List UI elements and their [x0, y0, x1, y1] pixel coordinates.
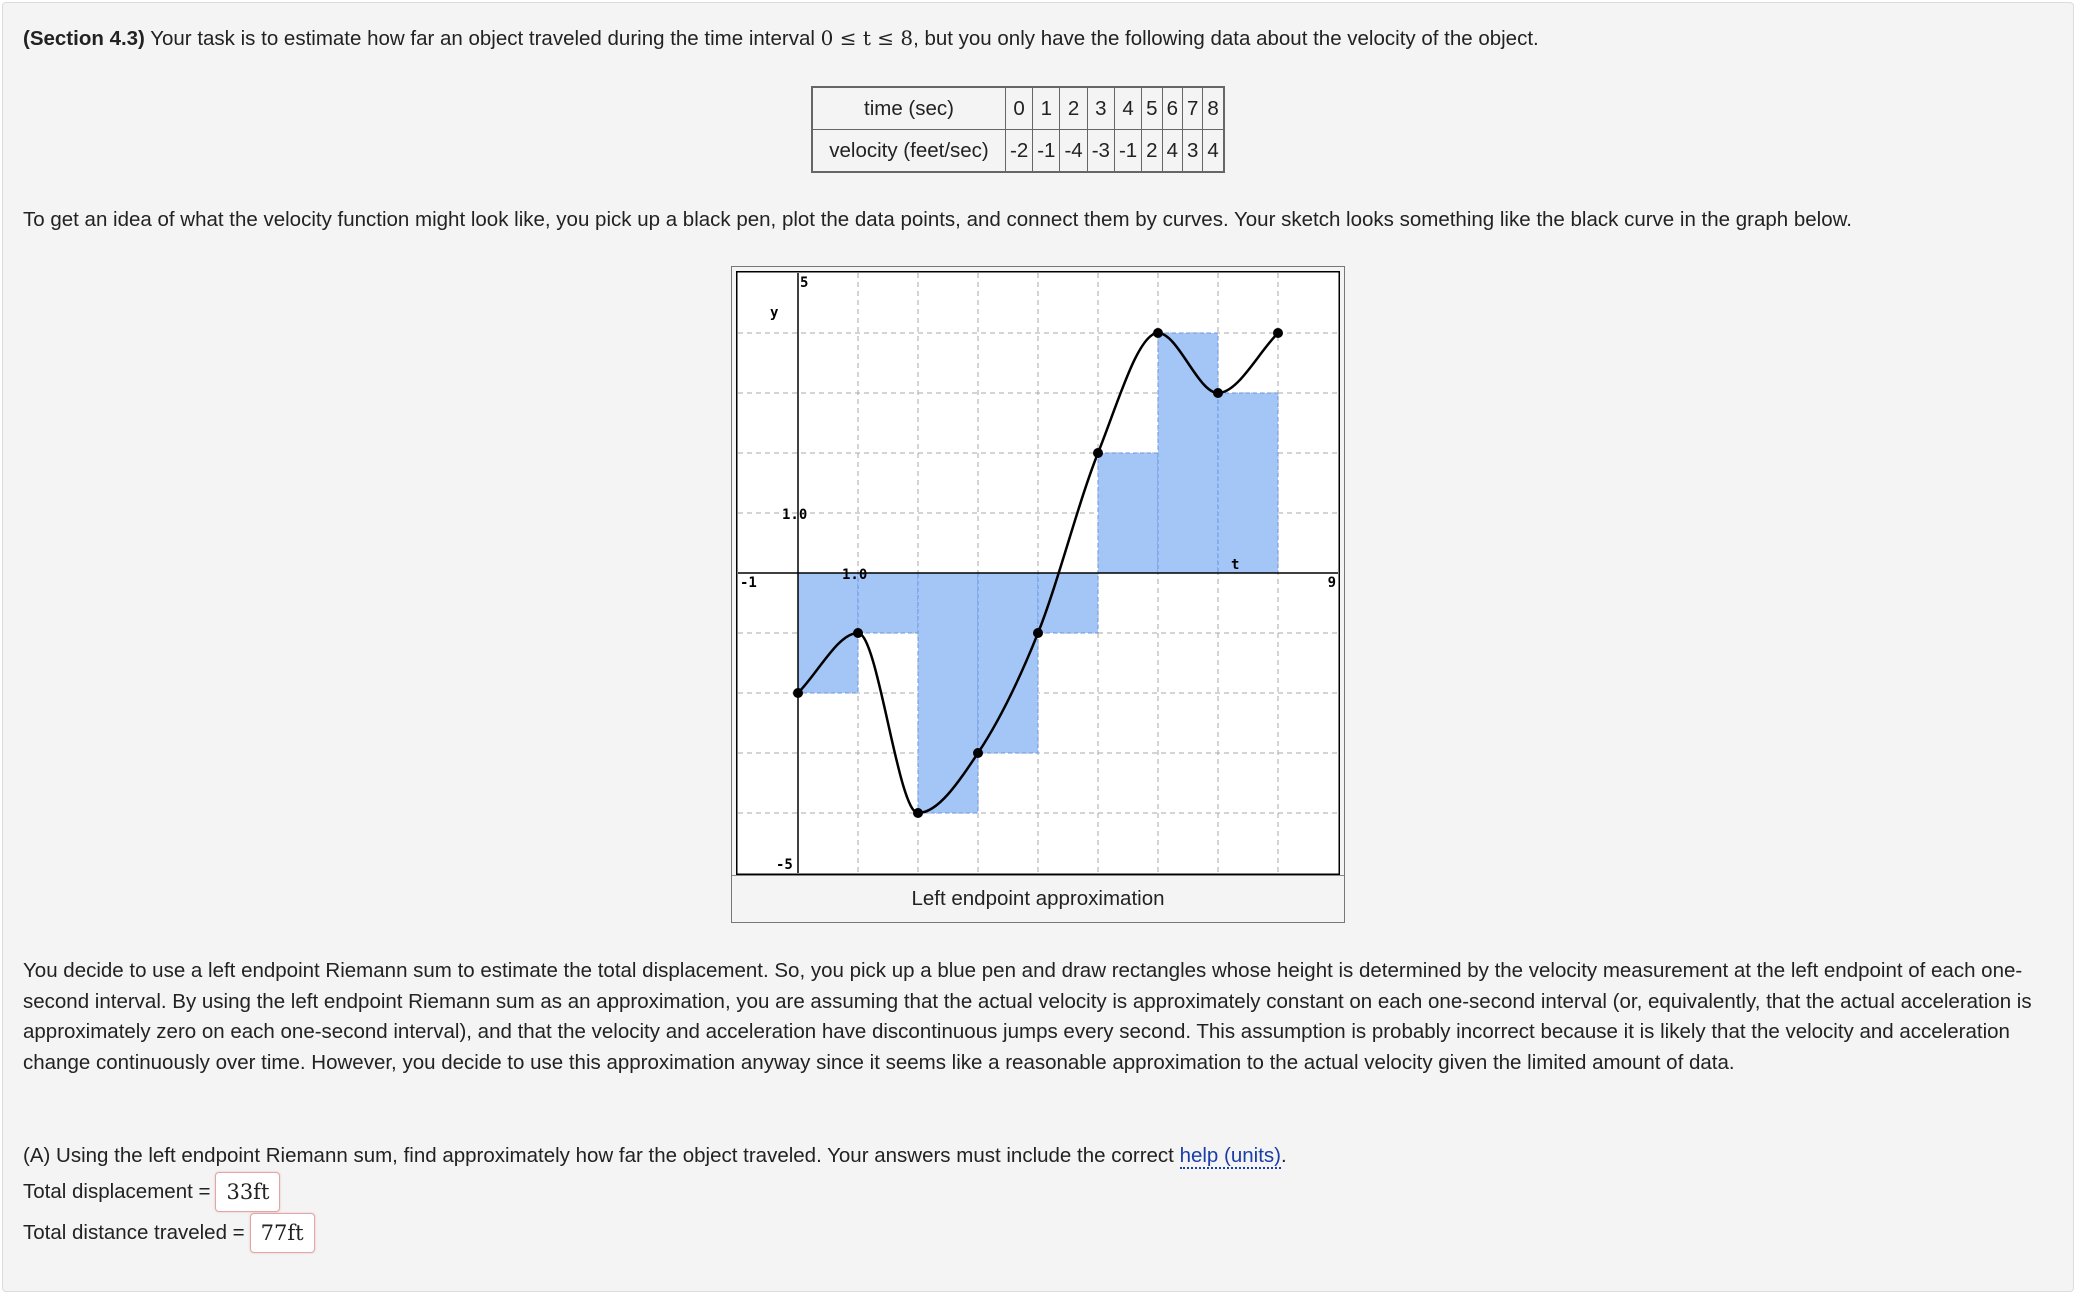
sketch-text: To get an idea of what the velocity function might look like, you pick up a black pen, plot the data points, and connect them by curves. Your sketch looks something like the black curve in the graph below. [23, 208, 1852, 231]
velocity-cell: -2 [1006, 130, 1033, 173]
velocity-chart [736, 271, 1340, 875]
data-point [793, 688, 803, 698]
interval-math: 0 ≤ t ≤ 8 [820, 26, 914, 50]
x-max-label: 9 [1327, 575, 1336, 591]
section-label: (Section 4.3) [23, 27, 145, 50]
data-point [1273, 328, 1283, 338]
y-unit-label: 1.0 [782, 507, 808, 523]
x-unit-label: 1.0 [842, 567, 868, 583]
velocity-cell: 2 [1142, 130, 1162, 173]
distance-row [23, 1213, 315, 1253]
distance-answer-field[interactable]: 77ft [250, 1213, 315, 1253]
intro-text [23, 23, 2053, 55]
x-axis-label: t [1231, 557, 1240, 573]
riemann-rectangle [1158, 333, 1218, 573]
y-max-label: 5 [800, 275, 809, 291]
time-cell: 5 [1142, 87, 1162, 130]
riemann-rectangle [1038, 573, 1098, 633]
data-point [913, 808, 923, 818]
time-cell: 1 [1033, 87, 1060, 130]
graph-caption: Left endpoint approximation [732, 875, 1344, 922]
time-cell: 3 [1087, 87, 1114, 130]
x-min-label: -1 [740, 575, 757, 591]
data-point [1093, 448, 1103, 458]
problem-panel [2, 2, 2074, 1292]
velocity-cell: -1 [1033, 130, 1060, 173]
velocity-data-table [811, 86, 1225, 173]
riemann-rectangle [1218, 393, 1278, 573]
help-units-link[interactable]: help (units) [1179, 1144, 1281, 1167]
velocity-header: velocity (feet/sec) [812, 130, 1006, 173]
question-prompt: (A) Using the left endpoint Riemann sum, find approximately how far the object traveled. Your answers must include the correct [23, 1144, 1180, 1167]
displacement-answer-field[interactable]: 33ft [215, 1172, 280, 1212]
time-row [812, 87, 1224, 130]
time-header: time (sec) [812, 87, 1006, 130]
riemann-rectangle [918, 573, 978, 813]
intro-part-1: Your task is to estimate how far an object traveled during the time interval [144, 27, 821, 50]
data-point [853, 628, 863, 638]
time-cell: 6 [1162, 87, 1182, 130]
velocity-cell: -3 [1087, 130, 1114, 173]
y-axis-label: y [770, 305, 779, 321]
riemann-text: You decide to use a left endpoint Riemann sum to estimate the total displacement. So, you pick up a blue pen and draw rectangles whose height is determined by the velocity measurement at the left endpoint of each one-second interval. By using the left endpoint Riemann sum as an approximation, you are assuming that the actual velocity is approximately constant on each one-second interval (or, equivalently, that the actual acceleration is approximately zero on each one-second interval), and that the velocity and acceleration have discontinuous jumps every second. This assumption is probably incorrect because it is likely that the velocity and acceleration change continuously over time. However, you decide to use this approximation anyway since it seems like a reasonable approximation to the actual velocity given the limited amount of data. [23, 959, 2032, 1074]
riemann-rectangle [978, 573, 1038, 753]
velocity-cell: 4 [1203, 130, 1224, 173]
velocity-cell: 3 [1182, 130, 1202, 173]
time-cell: 8 [1203, 87, 1224, 130]
question-text [23, 1141, 1287, 1172]
velocity-cell: -1 [1114, 130, 1141, 173]
time-cell: 4 [1114, 87, 1141, 130]
intro-part-2: , but you only have the following data about the velocity of the object. [913, 27, 1539, 50]
riemann-rectangle [1098, 453, 1158, 573]
velocity-cell: 4 [1162, 130, 1182, 173]
data-point [1153, 328, 1163, 338]
displacement-label: Total displacement = [23, 1180, 211, 1203]
time-cell: 2 [1060, 87, 1087, 130]
data-point [973, 748, 983, 758]
time-cell: 7 [1182, 87, 1202, 130]
distance-label: Total distance traveled = [23, 1221, 245, 1244]
y-min-label: -5 [776, 857, 793, 873]
time-cell: 0 [1006, 87, 1033, 130]
data-point [1213, 388, 1223, 398]
data-point [1033, 628, 1043, 638]
riemann-rectangle [798, 573, 858, 693]
velocity-cell: -4 [1060, 130, 1087, 173]
graph-figure [731, 266, 1345, 923]
displacement-row [23, 1172, 280, 1212]
velocity-row [812, 130, 1224, 173]
question-end: . [1280, 1144, 1287, 1167]
